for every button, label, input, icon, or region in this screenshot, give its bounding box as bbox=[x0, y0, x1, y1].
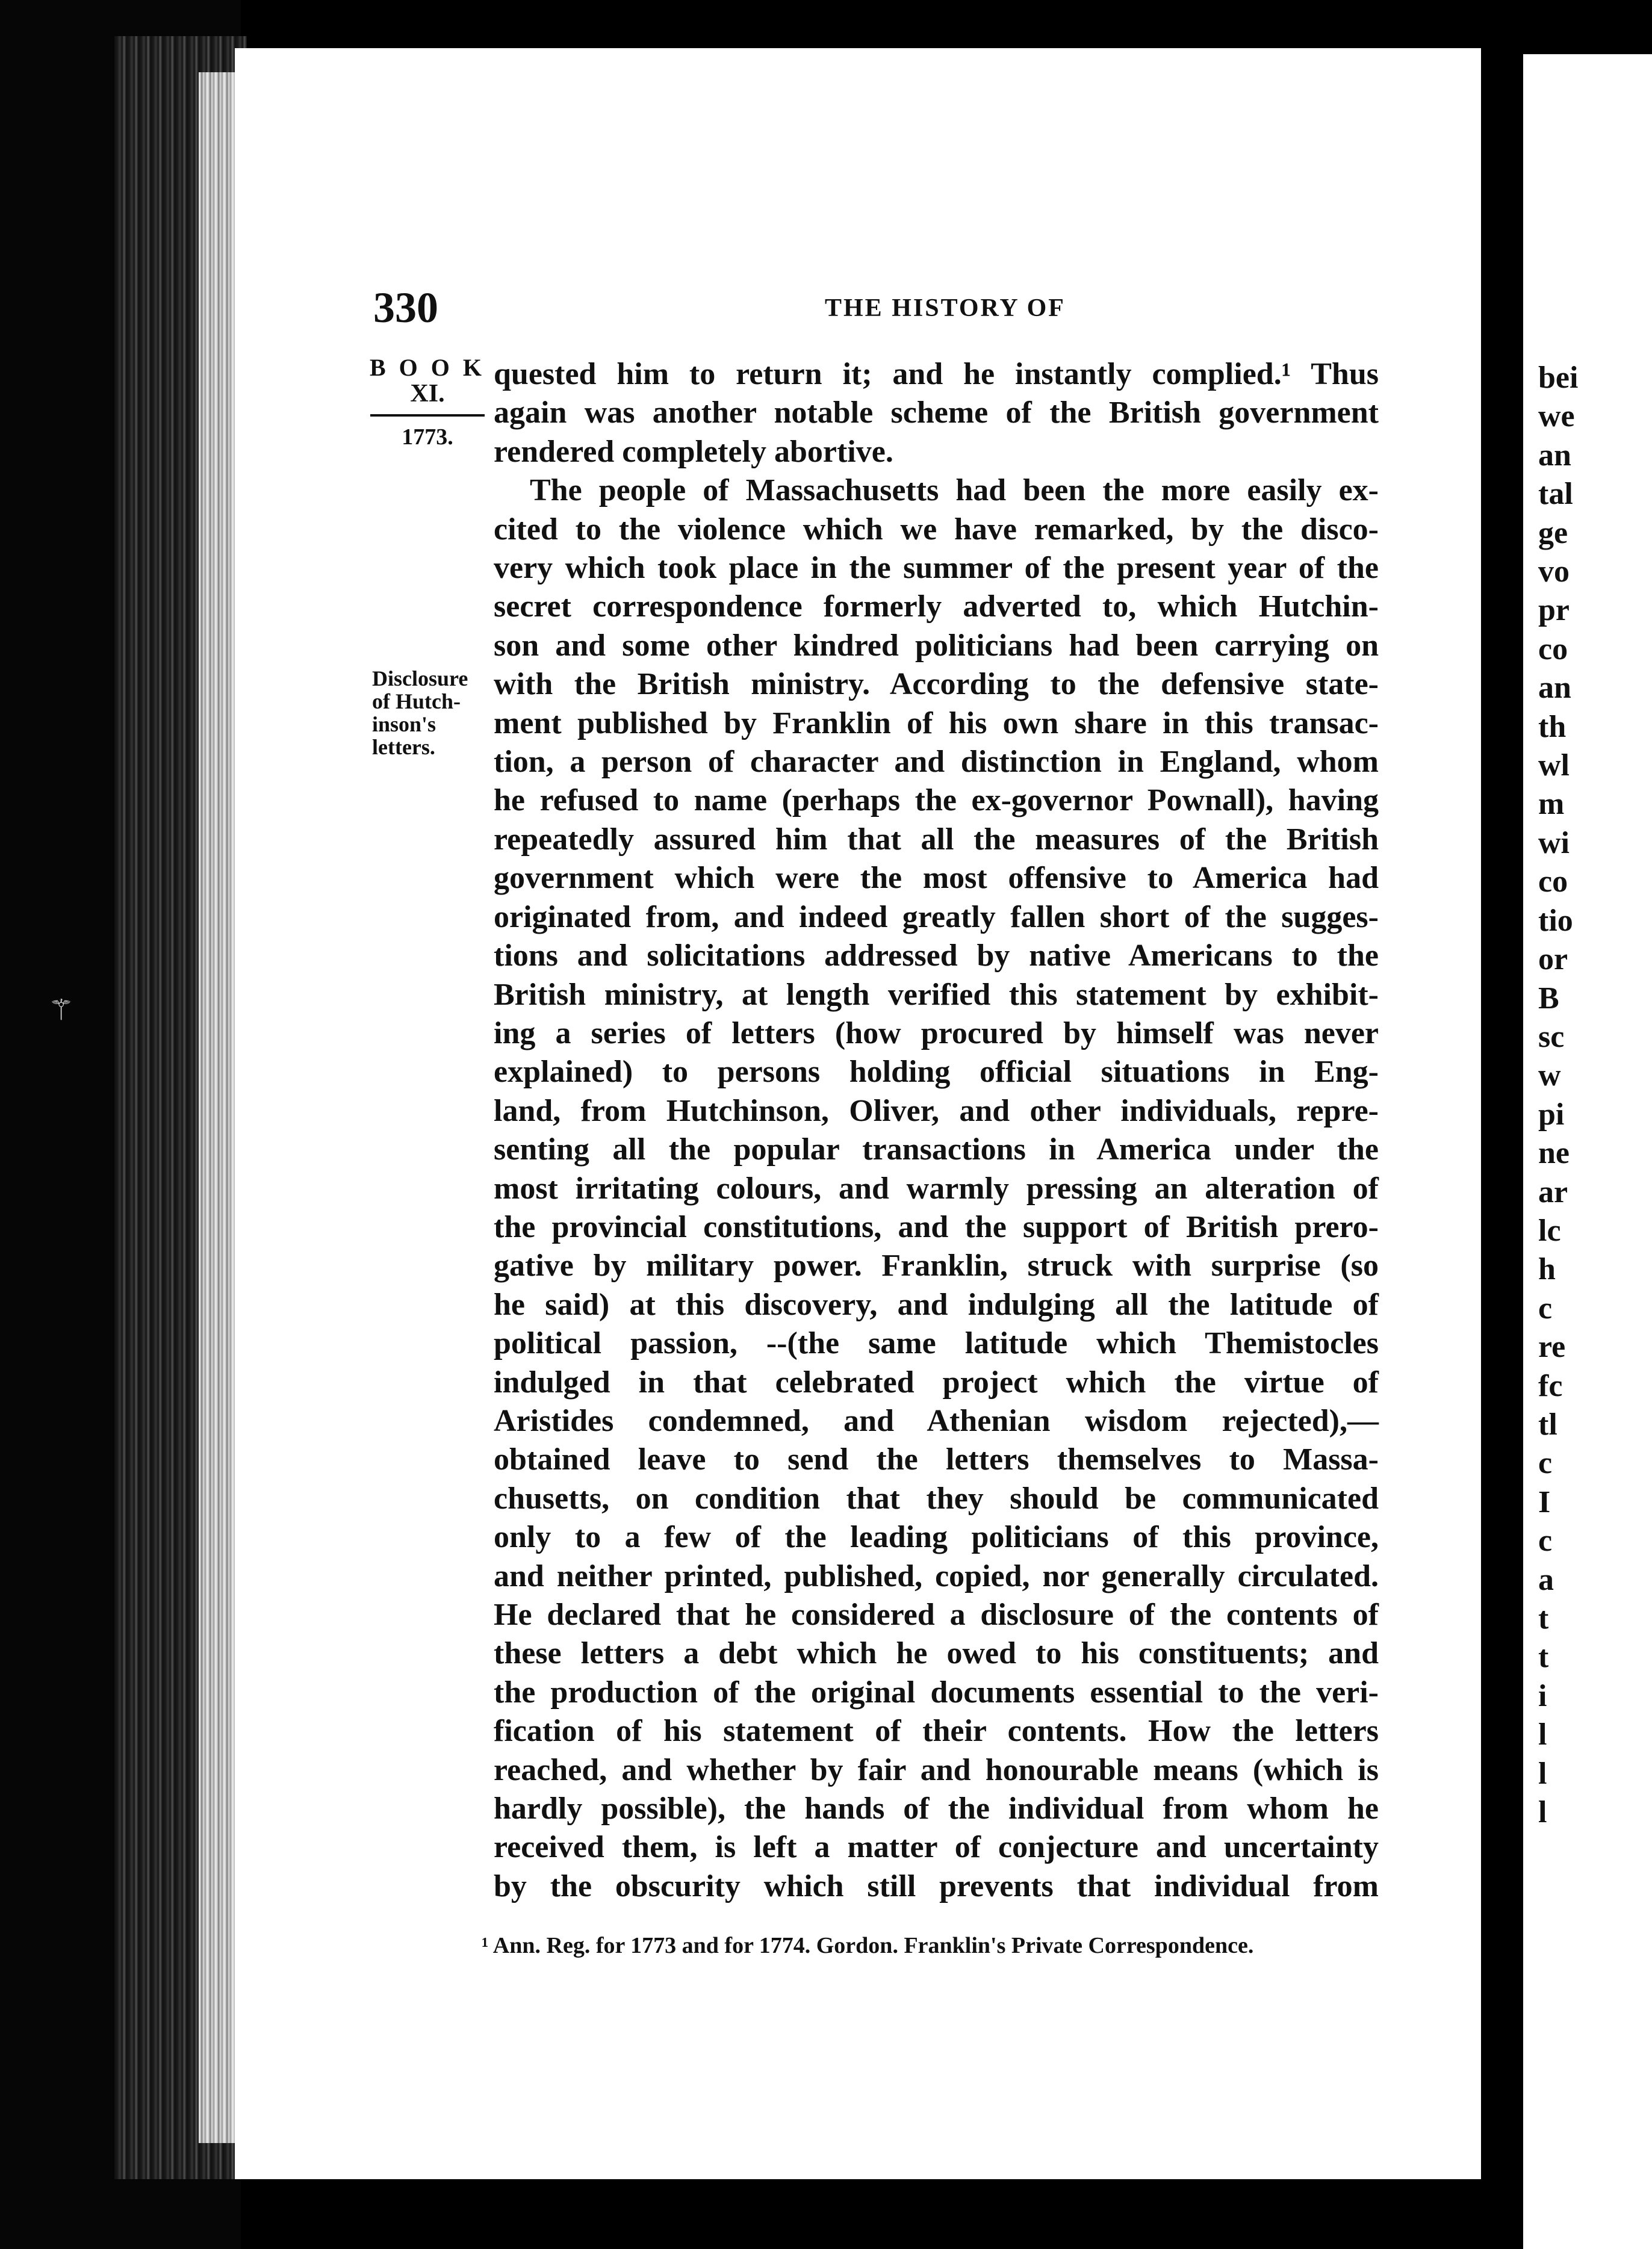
text-line: only to a few of the leading politicians of this province, bbox=[494, 1520, 1379, 1555]
text-line: chusetts, on condition that they should be communicated bbox=[494, 1481, 1379, 1516]
text-line: most irritating colours, and warmly pressing an alteration of bbox=[494, 1171, 1379, 1206]
next-page-fragment: ar bbox=[1538, 1174, 1568, 1209]
text-line: by the obscurity which still prevents that individual from bbox=[494, 1869, 1379, 1903]
running-title: THE HISTORY OF bbox=[825, 294, 1066, 322]
next-page-fragment: pr bbox=[1538, 593, 1570, 628]
next-page-fragment: co bbox=[1538, 631, 1568, 666]
text-line: tion, a person of character and distinction in England, whom bbox=[494, 745, 1379, 780]
next-page-fragment: re bbox=[1538, 1330, 1566, 1365]
next-page-fragment: sc bbox=[1538, 1019, 1565, 1054]
footnote: ¹ Ann. Reg. for 1773 and for 1774. Gordon. Franklin's Private Correspondence. bbox=[482, 1933, 1254, 1958]
text-line: senting all the popular transactions in America under the bbox=[494, 1132, 1379, 1167]
next-page-fragment: w bbox=[1538, 1058, 1561, 1093]
spine-mark: ⚚ bbox=[48, 994, 75, 1026]
text-line: very which took place in the summer of the present year of the bbox=[494, 551, 1379, 586]
text-line: he said) at this discovery, and indulging all the latitude of bbox=[494, 1287, 1379, 1322]
next-page-fragment: co bbox=[1538, 864, 1568, 899]
next-page-fragment: th bbox=[1538, 709, 1567, 744]
text-line: originated from, and indeed greatly fallen short of the sugges- bbox=[494, 899, 1379, 934]
text-line: indulged in that celebrated project which the virtue of bbox=[494, 1365, 1379, 1400]
text-line: British ministry, at length verified this statement by exhibit- bbox=[494, 977, 1379, 1012]
book-label: B O O K bbox=[369, 354, 486, 381]
next-page-fragment: a bbox=[1538, 1562, 1554, 1597]
text-line: the production of the original documents essential to the veri- bbox=[494, 1675, 1379, 1710]
next-page-fragment: t bbox=[1538, 1640, 1549, 1675]
text-line: obtained leave to send the letters themselves to Massa- bbox=[494, 1442, 1379, 1477]
sidenote-line: inson's bbox=[372, 712, 436, 736]
text-line: He declared that he considered a disclosure of the contents of bbox=[494, 1598, 1379, 1632]
text-line: son and some other kindred politicians had been carrying on bbox=[494, 628, 1379, 663]
next-page-fragment: or bbox=[1538, 942, 1568, 977]
page-number: 330 bbox=[373, 284, 438, 332]
next-page-fragment: pi bbox=[1538, 1097, 1565, 1132]
text-line: repeatedly assured him that all the measures of the British bbox=[494, 822, 1379, 857]
next-page-fragment: tal bbox=[1538, 477, 1573, 512]
text-line: fication of his statement of their contents. How the letters bbox=[494, 1714, 1379, 1749]
margin-year: 1773. bbox=[402, 424, 453, 450]
next-page-fragment: B bbox=[1538, 981, 1559, 1016]
next-page-fragment: l bbox=[1538, 1795, 1547, 1830]
next-page-fragment: m bbox=[1538, 787, 1565, 822]
text-line: government which were the most offensive to America had bbox=[494, 861, 1379, 896]
text-line: tions and solicitations addressed by native Americans to the bbox=[494, 938, 1379, 973]
next-page-fragment: l bbox=[1538, 1717, 1547, 1752]
margin-heading bbox=[367, 355, 488, 449]
text-line: the provincial constitutions, and the support of British prero- bbox=[494, 1209, 1379, 1244]
next-page-fragment: an bbox=[1538, 671, 1571, 706]
text-line: quested him to return it; and he instantly complied.¹ Thus bbox=[494, 357, 1379, 391]
next-page-fragment: t bbox=[1538, 1601, 1549, 1636]
next-page-fragment: c bbox=[1538, 1524, 1553, 1559]
sidenote-line: of Hutch- bbox=[372, 689, 461, 713]
next-page-fragment: c bbox=[1538, 1291, 1553, 1326]
next-page-fragment: I bbox=[1538, 1484, 1551, 1519]
text-line: Aristides condemned, and Athenian wisdom rejected),— bbox=[494, 1403, 1379, 1438]
text-line: again was another notable scheme of the British government bbox=[494, 396, 1379, 430]
text-line: these letters a debt which he owed to his constituents; and bbox=[494, 1636, 1379, 1671]
text-line: secret correspondence formerly adverted to, which Hutchin- bbox=[494, 589, 1379, 624]
margin-rule bbox=[370, 414, 485, 417]
next-page-fragment: wl bbox=[1538, 748, 1570, 783]
next-page-fragment: lc bbox=[1538, 1213, 1561, 1248]
text-line: cited to the violence which we have remarked, by the disco- bbox=[494, 512, 1379, 547]
text-line: with the British ministry. According to the defensive state- bbox=[494, 667, 1379, 702]
text-line: rendered completely abortive. bbox=[494, 434, 893, 469]
next-page-fragment: tl bbox=[1538, 1407, 1557, 1442]
next-page-fragment: h bbox=[1538, 1252, 1556, 1287]
next-page-fragment: ge bbox=[1538, 515, 1568, 550]
next-page-fragment: fc bbox=[1538, 1368, 1563, 1403]
text-line: reached, and whether by fair and honourable means (which is bbox=[494, 1752, 1379, 1787]
text-line: ment published by Franklin of his own share in this transac- bbox=[494, 706, 1379, 740]
next-page-fragment: l bbox=[1538, 1756, 1547, 1791]
next-page-fragment: bei bbox=[1538, 361, 1579, 395]
sidenote-line: Disclosure bbox=[372, 666, 468, 690]
text-line: political passion, --(the same latitude which Themistocles bbox=[494, 1326, 1379, 1361]
text-line: and neither printed, published, copied, nor generally circulated. bbox=[494, 1559, 1379, 1593]
text-line: received them, is left a matter of conjecture and uncertainty bbox=[494, 1830, 1379, 1865]
next-page-fragment: ne bbox=[1538, 1136, 1570, 1171]
text-line: he refused to name (perhaps the ex-governor Pownall), having bbox=[494, 783, 1379, 818]
book-gutter bbox=[1481, 0, 1523, 2249]
body-text bbox=[494, 355, 1379, 1906]
text-line: The people of Massachusetts had been the more easily ex- bbox=[530, 473, 1379, 508]
text-line: ing a series of letters (how procured by himself was never bbox=[494, 1016, 1379, 1050]
text-line: explained) to persons holding official situations in Eng- bbox=[494, 1055, 1379, 1090]
next-page-fragment: c bbox=[1538, 1446, 1553, 1481]
next-page-fragment: i bbox=[1538, 1678, 1547, 1713]
book-number: XI. bbox=[410, 380, 445, 408]
next-page-fragment: an bbox=[1538, 438, 1571, 473]
text-line: hardly possible), the hands of the individual from whom he bbox=[494, 1791, 1379, 1826]
next-page-fragment: wi bbox=[1538, 825, 1570, 860]
text-line: gative by military power. Franklin, struck with surprise (so bbox=[494, 1249, 1379, 1283]
next-page-fragment: tio bbox=[1538, 903, 1573, 938]
sidenote bbox=[372, 667, 492, 758]
sidenote-line: letters. bbox=[372, 735, 435, 759]
next-page-fragment: we bbox=[1538, 399, 1575, 434]
text-line: land, from Hutchinson, Oliver, and other individuals, repre- bbox=[494, 1093, 1379, 1128]
next-page-text bbox=[1538, 359, 1578, 1832]
next-page-fragment: vo bbox=[1538, 554, 1570, 589]
